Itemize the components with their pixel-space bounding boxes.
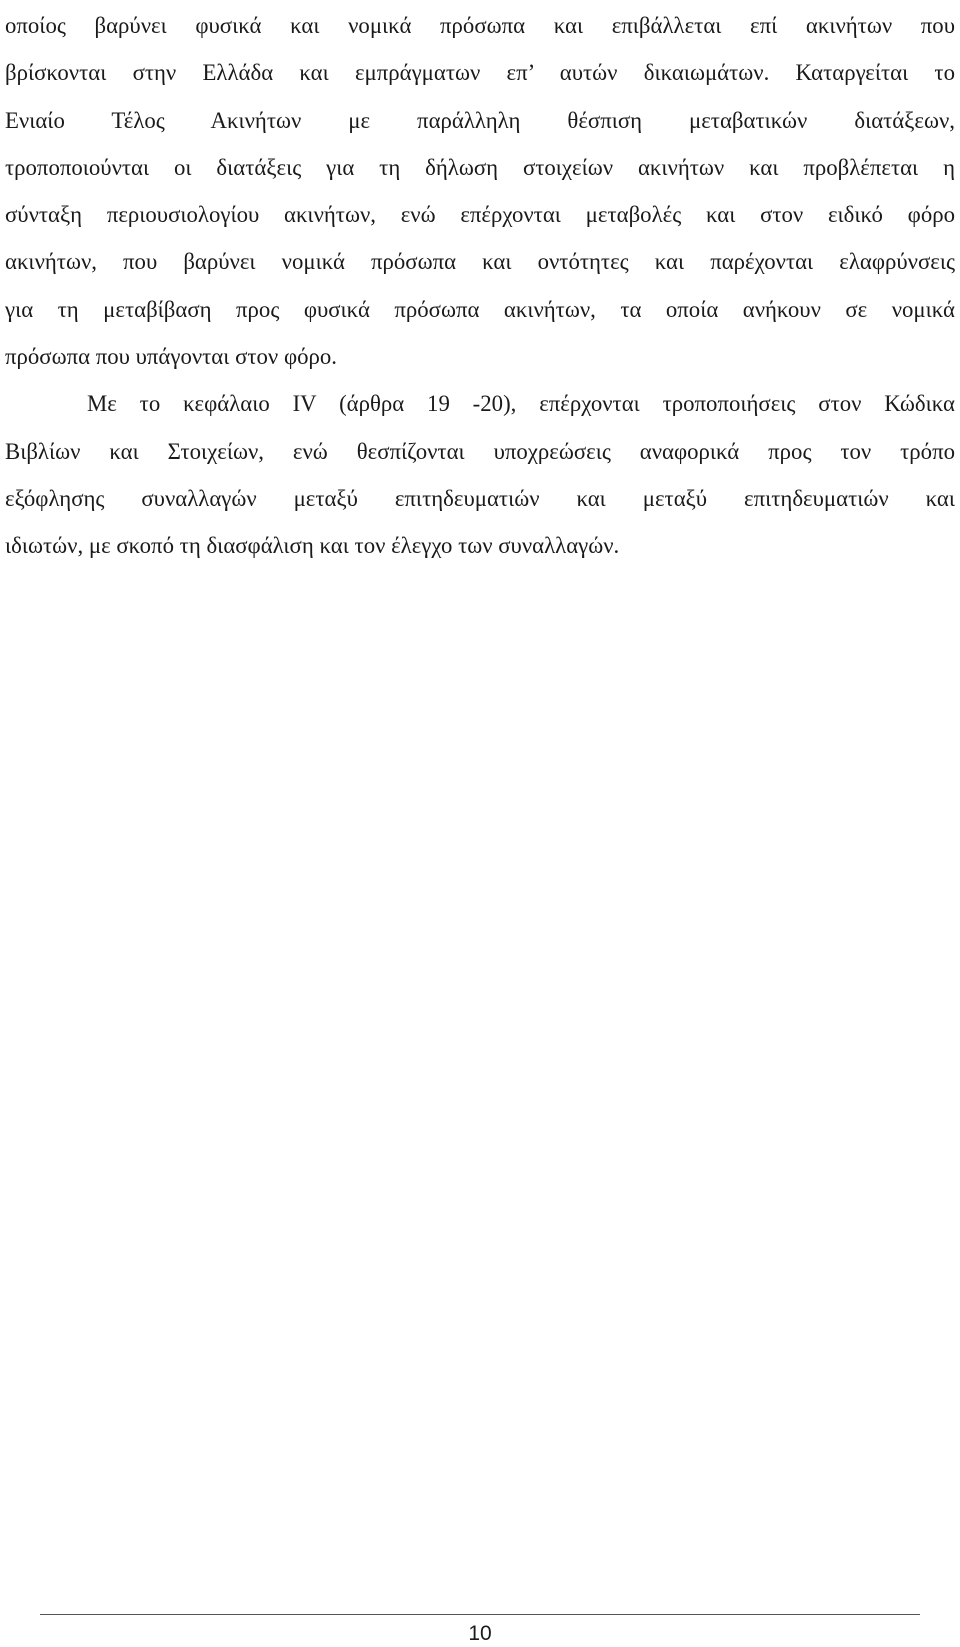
text-line: Βιβλίων και Στοιχείων, ενώ θεσπίζονται υποχρεώσεις αναφορικά προς τον τρόπο — [5, 438, 955, 464]
text-line: οποίος βαρύνει φυσικά και νομικά πρόσωπα και επιβάλλεται επί ακινήτων που — [5, 13, 955, 38]
body-text — [5, 2, 955, 570]
text-line: τροποποιούνται οι διατάξεις για τη δήλωση στοιχείων ακινήτων και προβλέπεται η — [5, 154, 955, 180]
text-line: ιδιωτών, με σκοπό τη διασφάλιση και τον έλεγχο των συναλλαγών. — [5, 533, 620, 559]
text-line: σύνταξη περιουσιολογίου ακινήτων, ενώ επέρχονται μεταβολές και στον ειδικό φόρο — [5, 202, 955, 228]
paragraph-2 — [5, 380, 955, 569]
text-line: εξόφλησης συναλλαγών μεταξύ επιτηδευματιών και μεταξύ επιτηδευματιών και — [5, 485, 955, 511]
footer-divider — [40, 1614, 920, 1615]
text-line: Με το κεφάλαιο IV (άρθρα 19 -20), επέρχονται τροποποιήσεις στον Κώδικα — [87, 391, 955, 417]
page-number: 10 — [468, 1622, 492, 1645]
text-line: για τη μεταβίβαση προς φυσικά πρόσωπα ακινήτων, τα οποία ανήκουν σε νομικά — [5, 296, 955, 322]
text-line: ακινήτων, που βαρύνει νομικά πρόσωπα και οντότητες και παρέχονται ελαφρύνσεις — [5, 249, 955, 275]
text-line: Ενιαίο Τέλος Ακινήτων με παράλληλη θέσπιση μεταβατικών διατάξεων, — [5, 107, 955, 133]
text-line: πρόσωπα που υπάγονται στον φόρο. — [5, 344, 337, 370]
text-line: βρίσκονται στην Ελλάδα και εμπράγματων επ’ αυτών δικαιωμάτων. Καταργείται το — [5, 60, 955, 86]
paragraph-1 — [5, 2, 955, 380]
